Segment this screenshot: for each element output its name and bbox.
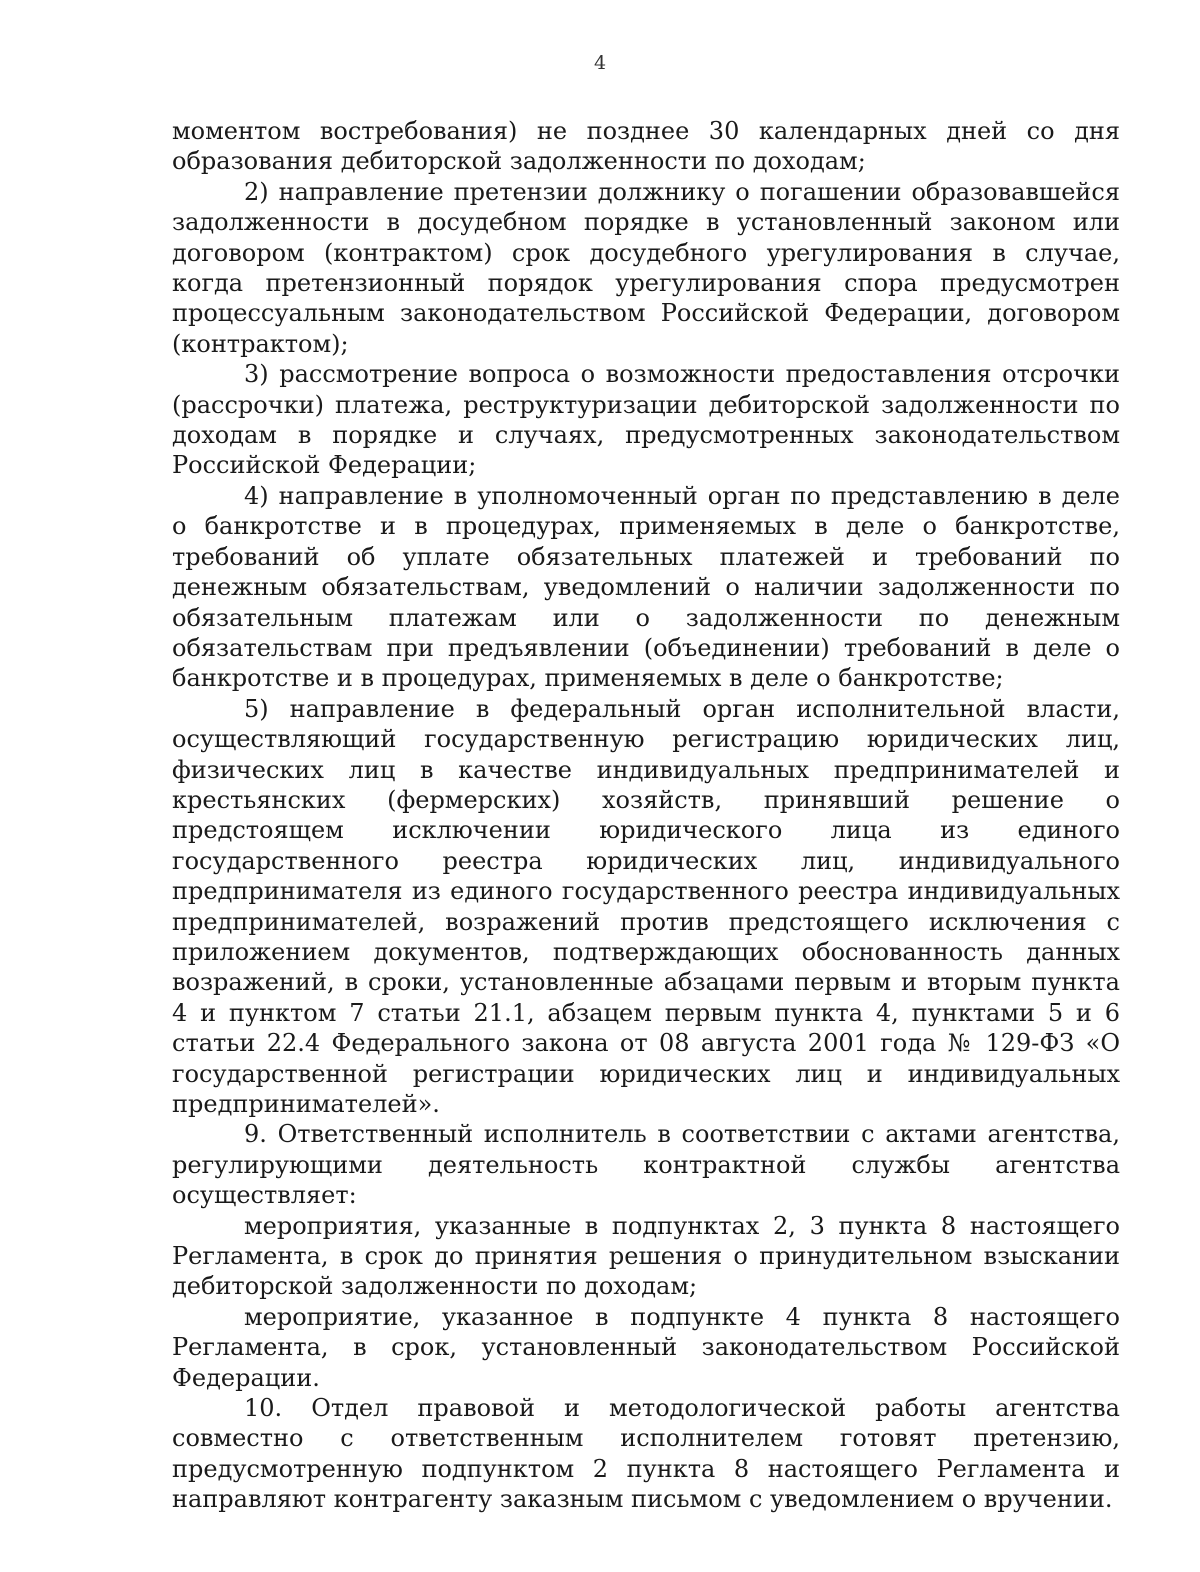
paragraph-item-3: 3) рассмотрение вопроса о возможности предоставления отсрочки (рассрочки) платежа, реструктуризации дебиторской задолженности по доходам в порядке и случаях, предусмотренных законодательством Российской Федерации; xyxy=(172,360,1120,480)
paragraph-clause-10: 10. Отдел правовой и методологической работы агентства совместно с ответственным исполнителем готовят претензию, предусмотренную подпунктом 2 пункта 8 настоящего Регламента и направляют контрагенту заказным письмом с уведомлением о вручении. xyxy=(172,1394,1120,1514)
paragraph-item-2: 2) направление претензии должнику о погашении образовавшейся задолженности в досудебном порядке в установленный законом или договором (контрактом) срок досудебного урегулирования в случае, когда претензионный порядок урегулирования спора предусмотрен процессуальным законодательством Российской Федерации, договором (контрактом); xyxy=(172,177,1120,358)
paragraph-continuation: моментом востребования) не позднее 30 календарных дней со дня образования дебиторской задолженности по доходам; xyxy=(172,117,1120,176)
paragraph-clause-9-activities-1: мероприятия, указанные в подпунктах 2, 3 пункта 8 настоящего Регламента, в срок до принятия решения о принудительном взыскании дебиторской задолженности по доходам; xyxy=(172,1211,1120,1301)
paragraph-clause-9: 9. Ответственный исполнитель в соответствии с актами агентства, регулирующими деятельность контрактной службы агентства осуществляет: xyxy=(172,1120,1120,1210)
paragraph-item-4: 4) направление в уполномоченный орган по представлению в деле о банкротстве и в процедурах, применяемых в деле о банкротстве, требований об уплате обязательных платежей и требований по денежным обязательствам, уведомлений о наличии задолженности по обязательным платежам или о задолженности по денежным обязательствам при предъявлении (объединении) требований в деле о банкротстве и в процедурах, применяемых в деле о банкротстве; xyxy=(172,481,1120,693)
document-body xyxy=(172,116,1120,1515)
page-number: 4 xyxy=(593,52,607,74)
paragraph-clause-9-activities-2: мероприятие, указанное в подпункте 4 пункта 8 настоящего Регламента, в срок, установленный законодательством Российской Федерации. xyxy=(172,1302,1120,1392)
paragraph-item-5: 5) направление в федеральный орган исполнительной власти, осуществляющий государственную регистрацию юридических лиц, физических лиц в качестве индивидуальных предпринимателей и крестьянских (фермерских) хозяйств, принявший решение о предстоящем исключении юридического лица из единого государственного реестра юридических лиц, индивидуального предпринимателя из единого государственного реестра индивидуальных предпринимателей, возражений против предстоящего исключения с приложением документов, подтверждающих обоснованность данных возражений, в сроки, установленные абзацами первым и вторым пункта 4 и пунктом 7 статьи 21.1, абзацем первым пункта 4, пунктами 5 и 6 статьи 22.4 Федерального закона от 08 августа 2001 года № 129-ФЗ «О государственной регистрации юридических лиц и индивидуальных предпринимателей». xyxy=(172,694,1120,1118)
